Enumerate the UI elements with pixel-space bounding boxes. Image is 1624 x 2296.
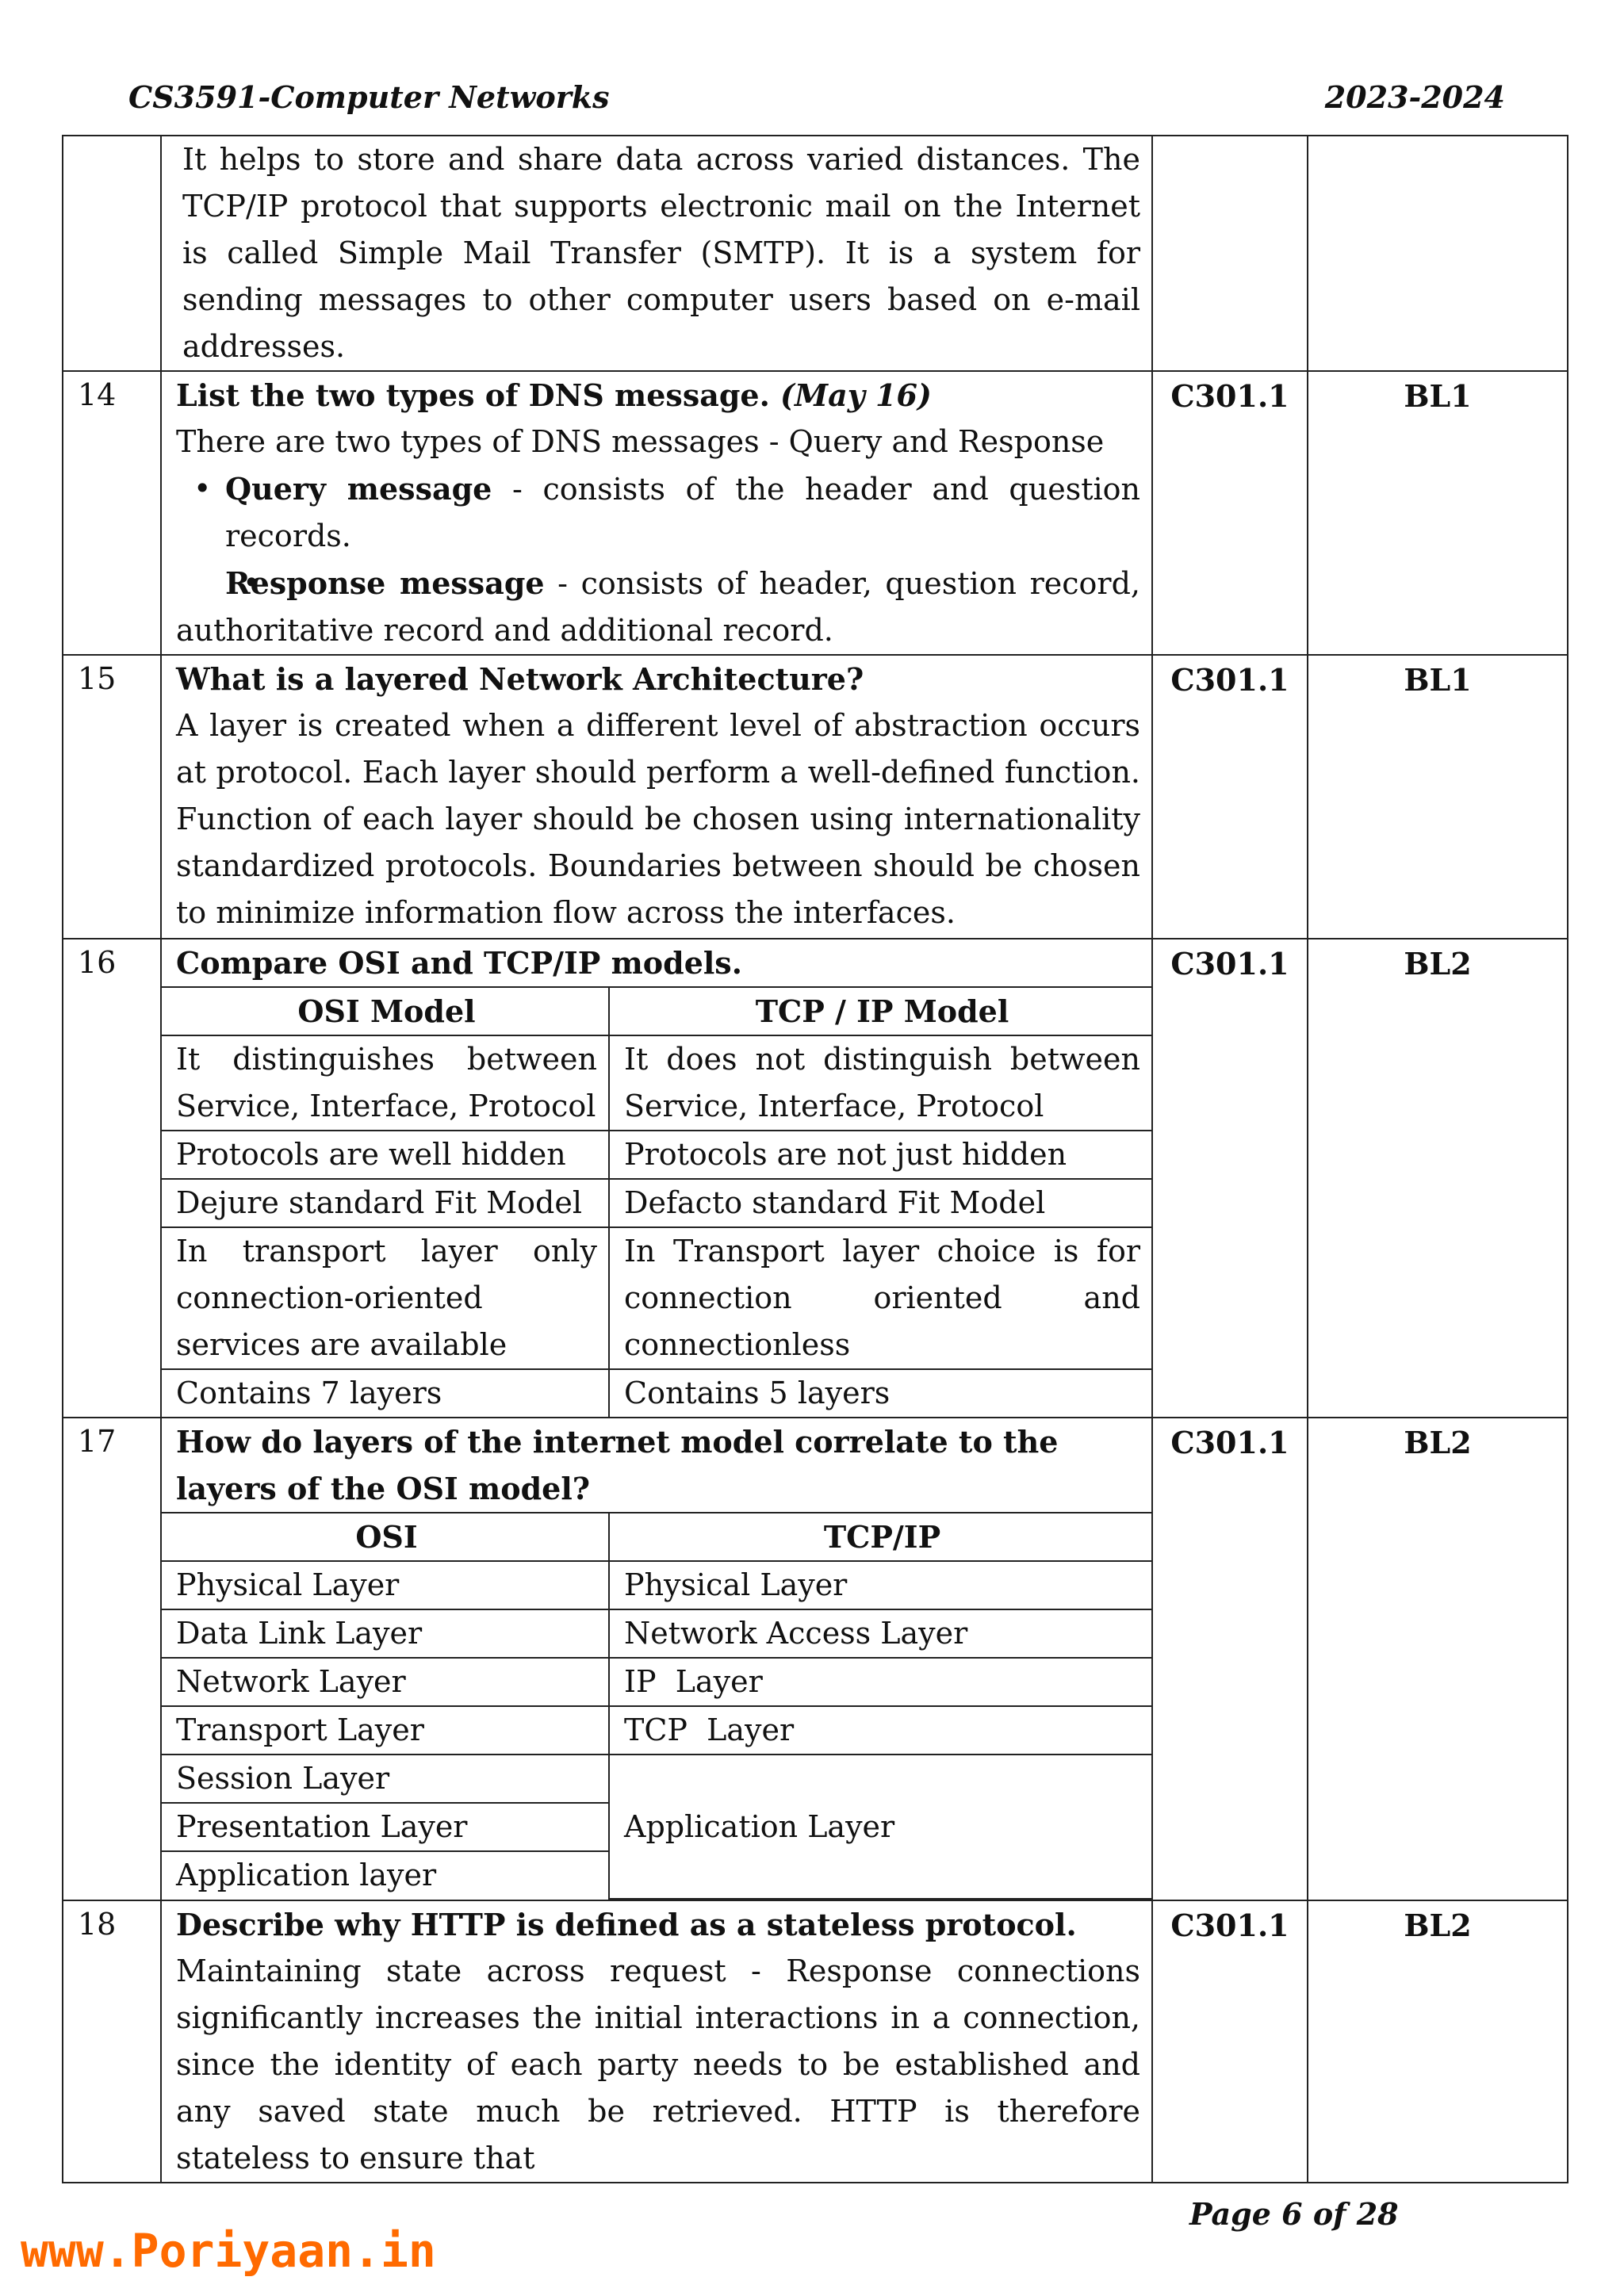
table-cell: Contains 5 layers (609, 1369, 1151, 1417)
table-cell: Defacto standard Fit Model (609, 1179, 1151, 1227)
table-cell: It does not distinguish between Service, Interface, Protocol (609, 1035, 1151, 1131)
course-outcome: C301.1 (1152, 1418, 1308, 1900)
exam-reference: (May 16) (780, 377, 932, 413)
question-number: 15 (63, 655, 161, 939)
table-row (162, 1035, 1151, 1131)
course-title: CS3591-Computer Networks (128, 79, 610, 115)
bullet-list (176, 465, 1140, 654)
table-cell: Protocols are well hidden (162, 1131, 609, 1179)
site-watermark: www.Poriyaan.in (21, 2224, 436, 2278)
table-cell: TCP Layer (609, 1706, 1151, 1755)
table-row (162, 1369, 1151, 1417)
course-outcome (1152, 136, 1308, 371)
question-table (62, 135, 1568, 2183)
table-cell: Data Link Layer (162, 1609, 609, 1658)
table-row (63, 655, 1568, 939)
table-row (63, 1900, 1568, 2183)
table-row (162, 1755, 1151, 1803)
table-row (162, 1227, 1151, 1369)
table-row (63, 939, 1568, 1418)
table-cell: Presentation Layer (162, 1803, 609, 1851)
question-text: Describe why HTTP is defined as a stateless protocol. (176, 1907, 1077, 1942)
answer-text: It helps to store and share data across varied distances. The TCP/IP protocol that supports electronic mail on the Internet is called Simple Mail Transfer (SMTP). It is a system for sending messages to other computer users based on e-mail addresses. (182, 142, 1140, 364)
list-item: • Query message - consists of the header and question records. (176, 465, 1140, 560)
table-cell: Dejure standard Fit Model (162, 1179, 609, 1227)
column-header: OSI Model (162, 987, 609, 1035)
table-cell: Physical Layer (609, 1561, 1151, 1609)
column-header: OSI (162, 1513, 609, 1561)
blooms-level: BL1 (1308, 371, 1568, 655)
comparison-table (162, 986, 1151, 1417)
table-cell: In Transport layer choice is for connection oriented and connectionless (609, 1227, 1151, 1369)
question-text: Compare OSI and TCP/IP models. (176, 945, 742, 981)
table-row (162, 1179, 1151, 1227)
table-row (162, 1561, 1151, 1609)
table-cell-merged: Application Layer (609, 1755, 1151, 1899)
course-outcome: C301.1 (1152, 655, 1308, 939)
table-cell: It distinguishes between Service, Interface, Protocol (162, 1035, 609, 1131)
table-cell: Application layer (162, 1851, 609, 1899)
table-cell: Network Access Layer (609, 1609, 1151, 1658)
table-cell: Session Layer (162, 1755, 609, 1803)
answer-text: Maintaining state across request - Response connections significantly increases the initial interactions in a connection, since the identity of each party needs to be established and any saved state much be retrieved. HTTP is therefore stateless to ensure that (176, 1954, 1140, 2175)
table-cell: Contains 7 layers (162, 1369, 609, 1417)
answer-cell (161, 371, 1152, 655)
table-cell: Physical Layer (162, 1561, 609, 1609)
question-number: 18 (63, 1900, 161, 2183)
course-outcome: C301.1 (1152, 1900, 1308, 2183)
table-row (162, 1131, 1151, 1179)
column-header: TCP/IP (609, 1513, 1151, 1561)
blooms-level: BL2 (1308, 1900, 1568, 2183)
table-row (63, 1418, 1568, 1900)
question-text: What is a layered Network Architecture? (176, 661, 864, 697)
answer-cell (161, 655, 1152, 939)
table-row (63, 371, 1568, 655)
answer-cell (161, 939, 1152, 1418)
answer-cell (161, 136, 1152, 371)
answer-cell (161, 1900, 1152, 2183)
course-outcome: C301.1 (1152, 939, 1308, 1418)
table-cell: Transport Layer (162, 1706, 609, 1755)
table-row (63, 136, 1568, 371)
blooms-level: BL1 (1308, 655, 1568, 939)
question-number: 16 (63, 939, 161, 1418)
blooms-level (1308, 136, 1568, 371)
table-cell: IP Layer (609, 1658, 1151, 1706)
page-number: Page 6 of 28 (1189, 2196, 1399, 2232)
table-row (162, 1706, 1151, 1755)
blooms-level: BL2 (1308, 1418, 1568, 1900)
table-header-row (162, 1513, 1151, 1561)
table-cell: Network Layer (162, 1658, 609, 1706)
question-text: How do layers of the internet model correlate to the layers of the OSI model? (176, 1424, 1059, 1506)
table-cell: Protocols are not just hidden (609, 1131, 1151, 1179)
question-number (63, 136, 161, 371)
table-cell: In transport layer only connection-oriented services are available (162, 1227, 609, 1369)
question-text: List the two types of DNS message. (May 16) (176, 377, 932, 413)
academic-year: 2023-2024 (1324, 79, 1505, 115)
list-item: • Response message - consists of header, question record, authoritative record and additional record. (176, 560, 1140, 654)
course-outcome: C301.1 (1152, 371, 1308, 655)
answer-intro: There are two types of DNS messages - Query and Response (176, 424, 1105, 459)
column-header: TCP / IP Model (609, 987, 1151, 1035)
table-row (162, 1609, 1151, 1658)
layer-correlation-table (162, 1512, 1151, 1900)
question-number: 17 (63, 1418, 161, 1900)
answer-cell (161, 1418, 1152, 1900)
table-row (162, 1658, 1151, 1706)
blooms-level: BL2 (1308, 939, 1568, 1418)
question-number: 14 (63, 371, 161, 655)
table-header-row (162, 987, 1151, 1035)
answer-text: A layer is created when a different level of abstraction occurs at protocol. Each layer should perform a well-defined function. Function of each layer should be chosen using internationality standardized protocols. Boundaries between should be chosen to minimize information flow across the interfaces. (176, 708, 1140, 930)
